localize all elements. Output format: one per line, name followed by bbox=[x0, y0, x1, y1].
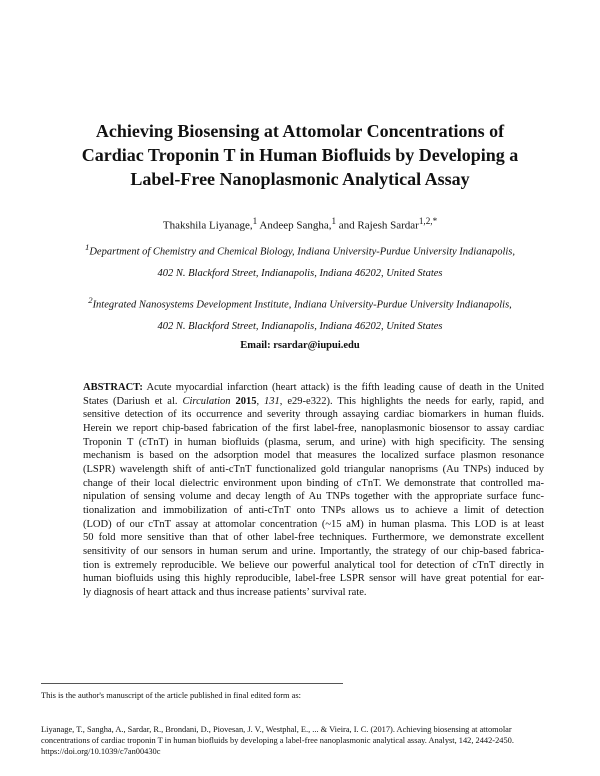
abstract-line: nipulation of sensing volume and decay length of Au TNPs together with the appropriate surface func- bbox=[83, 491, 544, 503]
abstract-line: sensitivity of our sensors in human serum and urine. Importantly, the strategy of our chip-based fabrica- bbox=[83, 545, 544, 557]
footnote-divider bbox=[41, 683, 343, 684]
author-list bbox=[0, 216, 600, 232]
citation-line: concentrations of cardiac troponin T in human biofluids by developing a label-free nanoplasmonic analytical assay. Analyst, 142, 2442-2450. bbox=[41, 736, 514, 745]
abstract-line: 50 fold more sensitive than that of other label-free techniques. Furthermore, we demonstrate excellent bbox=[83, 532, 544, 544]
abstract-line: (LSPR) wavelength shift of anti-cTnT functionalized gold triangular nanoprisms (Au TNPs) induced by bbox=[83, 463, 544, 475]
author-name: Andeep Sangha, bbox=[257, 219, 332, 232]
author-name: and Rajesh Sardar bbox=[336, 219, 419, 232]
affiliation-line: Department of Chemistry and Chemical Biology, Indiana University-Purdue University Indianapolis, bbox=[89, 246, 516, 258]
abstract bbox=[83, 381, 544, 600]
affiliation-line: Integrated Nanosystems Development Institute, Indiana University-Purdue University Indianapolis, bbox=[92, 299, 512, 311]
abstract-line: human biofluids using this highly reproducible, label-free LSPR sensor will have great potential for ear- bbox=[83, 573, 544, 585]
citation-year: 2015 bbox=[235, 395, 257, 407]
author-affiliation-marker: 1 bbox=[252, 216, 258, 226]
abstract-line: change of their local dielectric environment upon binding of cTnT. We demonstrate that controlled ma- bbox=[83, 477, 544, 489]
affiliation bbox=[40, 290, 560, 337]
abstract-line: ly diagnosis of heart attack and thus increase patients’ survival rate. bbox=[83, 586, 367, 598]
abstract-line: Herein we report chip-based fabrication of the first label-free, nanoplasmonic biosensor to assay cardiac bbox=[83, 422, 544, 434]
citation-line: Liyanage, T., Sangha, A., Sardar, R., Brondani, D., Piovesan, J. V., Westphal, E., ... & Vieira, I. C. (2017). Achieving biosensing at attomolar bbox=[41, 725, 512, 734]
contact-email: Email: rsardar@iupui.edu bbox=[240, 340, 360, 351]
title-line: Cardiac Troponin T in Human Biofluids by Developing a bbox=[81, 145, 519, 165]
author-affiliation-marker: 1 bbox=[331, 216, 337, 226]
affiliation-marker: 1 bbox=[84, 242, 90, 252]
abstract-line: States (Dariush et al. Circulation 2015, 131, e29-e322). This highlights the needs for early, rapid, and bbox=[83, 395, 545, 407]
affiliation-line: 402 N. Blackford Street, Indianapolis, Indiana 46202, United States bbox=[157, 267, 443, 279]
author-name: Thakshila Liyanage, bbox=[162, 219, 253, 232]
abstract-line: tion is extremely reproducible. We believe our powerful analytical tool for detection of cTnT directly in bbox=[83, 559, 544, 571]
abstract-line bbox=[83, 381, 544, 395]
paper-title bbox=[40, 119, 560, 191]
manuscript-note: This is the author's manuscript of the article published in final edited form as: bbox=[41, 691, 301, 700]
abstract-line: tionalization and immobilization of anti-cTnT onto TNPs allows us to achieve a limit of detection bbox=[83, 504, 544, 516]
abstract-line: Troponin T (cTnT) in human biofluids (plasma, serum, and urine) with high specificity. The sensing bbox=[83, 436, 544, 448]
abstract-text: , e29-e322). This highlights the needs for early, rapid, and bbox=[279, 395, 545, 407]
journal-name: Circulation bbox=[182, 395, 231, 407]
affiliation bbox=[40, 237, 560, 284]
abstract-text: States (Dariush et al. bbox=[83, 395, 183, 407]
abstract-label: ABSTRACT: bbox=[83, 382, 143, 393]
title-line: Label-Free Nanoplasmonic Analytical Assay bbox=[130, 169, 470, 189]
doi-link[interactable]: https://doi.org/10.1039/c7an00430c bbox=[41, 747, 161, 756]
affiliation-line: 402 N. Blackford Street, Indianapolis, Indiana 46202, United States bbox=[157, 320, 443, 332]
title-line: Achieving Biosensing at Attomolar Concentrations of bbox=[95, 121, 505, 141]
affiliation-marker: 2 bbox=[88, 295, 93, 305]
abstract-text: Acute myocardial infarction (heart attack) is the fifth leading cause of death in the United bbox=[142, 382, 544, 393]
abstract-line: (LOD) of our cTnT assay at attomolar concentration (~15 aM) in human plasma. This LOD is at least bbox=[83, 518, 544, 530]
abstract-line: mechanism is based on the adsorption model that measures the localized surface plasmon resonance bbox=[83, 450, 544, 462]
abstract-line: sensitive detection of its occurrence and severity through assaying cardiac biomarkers in human fluids. bbox=[83, 409, 544, 421]
author-affiliation-marker: 1,2,* bbox=[418, 216, 438, 226]
citation-volume: 131 bbox=[264, 395, 280, 407]
citation-block bbox=[41, 724, 514, 757]
